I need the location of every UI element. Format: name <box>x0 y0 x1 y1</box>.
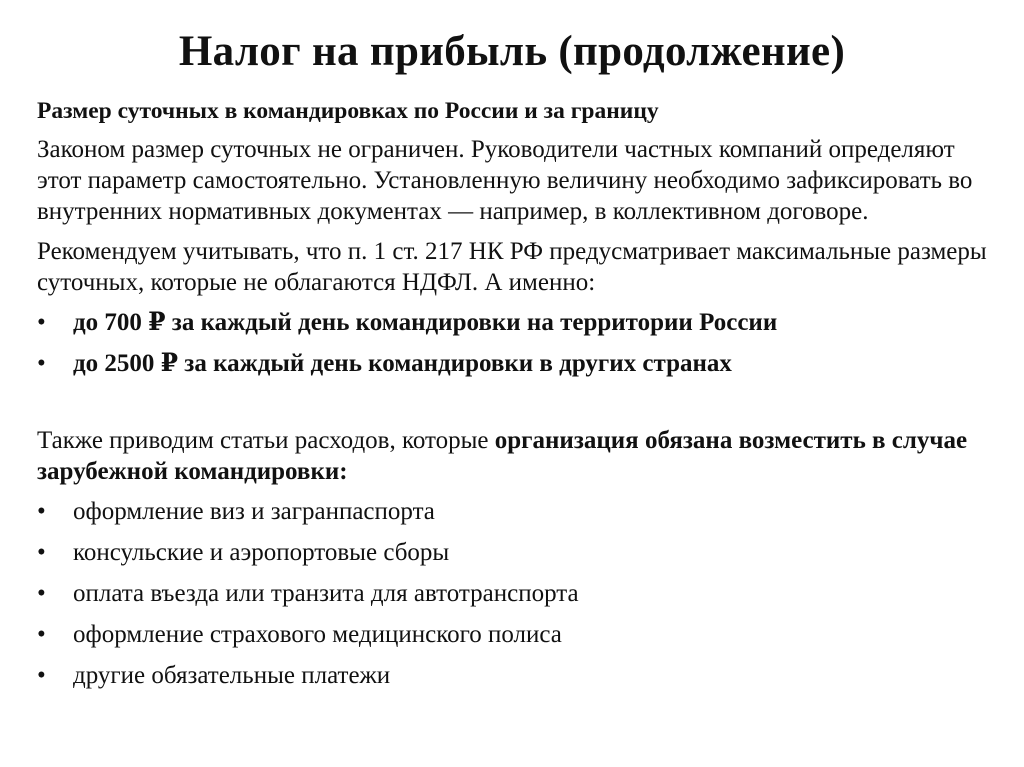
bullet-icon: • <box>37 350 46 377</box>
expense-visa: оформление виз и загранпаспорта <box>73 498 435 525</box>
limits-list <box>37 307 1002 379</box>
list-item <box>37 537 1002 568</box>
expense-insurance: оформление страхового медицинского полиса <box>73 621 562 648</box>
bullet-icon: • <box>37 621 46 648</box>
bullet-icon: • <box>37 662 46 689</box>
paragraph-expenses-intro <box>37 425 1002 487</box>
list-item <box>37 496 1002 527</box>
bullet-icon: • <box>37 539 46 566</box>
bullet-icon: • <box>37 580 46 607</box>
bullet-icon: • <box>37 498 46 525</box>
paragraph-ndfl-recommendation: Рекомендуем учитывать, что п. 1 ст. 217 НК РФ предусматривает максимальные размеры суточных, которые не облагаются НДФЛ. А именно: <box>37 238 987 296</box>
list-item <box>37 307 1002 338</box>
paragraph-per-diem-law: Законом размер суточных не ограничен. Руководители частных компаний определяют этот параметр самостоятельно. Установленную величину необходимо зафиксировать во внутренних нормативных документах — например, в коллективном договоре. <box>37 136 973 225</box>
expenses-intro-text: Также приводим статьи расходов, которые <box>37 427 495 454</box>
slide-title: Налог на прибыль (продолжение) <box>178 28 846 75</box>
list-item <box>37 660 1002 691</box>
list-item <box>37 348 1002 379</box>
expenses-list <box>37 496 1002 691</box>
expense-transport: оплата въезда или транзита для автотранспорта <box>73 580 579 607</box>
expenses-intro-bold: организация обязана возместить в случае зарубежной командировки: <box>37 427 968 485</box>
limit-abroad: до 2500 ₽ за каждый день командировки в других странах <box>73 350 732 377</box>
slide-content <box>37 96 1002 701</box>
bullet-icon: • <box>37 309 46 336</box>
spacer <box>37 389 1002 425</box>
expense-fees: консульские и аэропортовые сборы <box>73 539 450 566</box>
list-item <box>37 578 1002 609</box>
section-heading: Размер суточных в командировках по России и за границу <box>37 98 659 124</box>
list-item <box>37 619 1002 650</box>
expense-other: другие обязательные платежи <box>73 662 391 689</box>
limit-russia: до 700 ₽ за каждый день командировки на территории России <box>73 309 778 336</box>
